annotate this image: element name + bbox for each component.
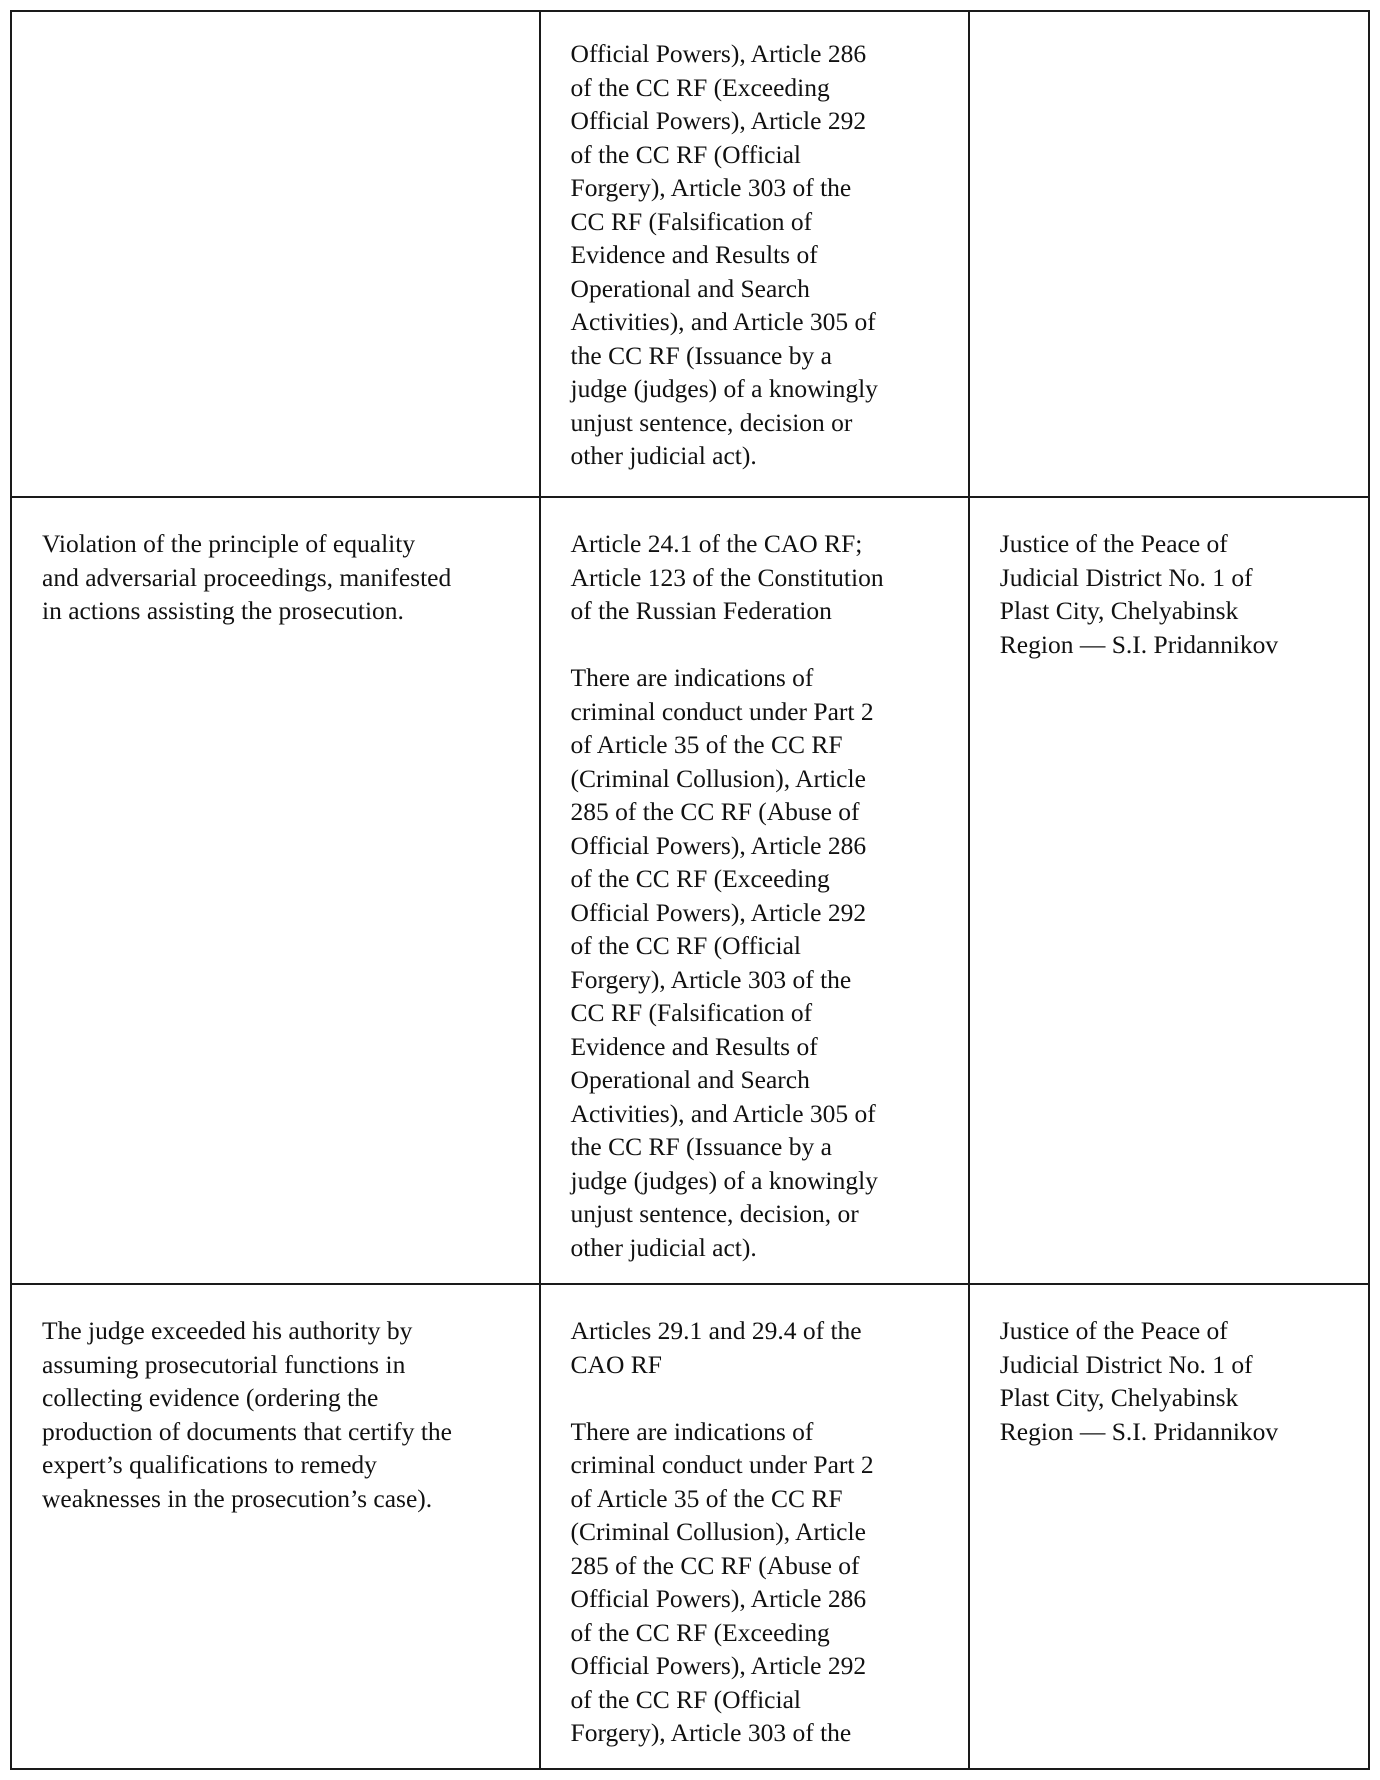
text-line: CC RF (Falsification of <box>570 998 813 1027</box>
violation-cell <box>11 1284 540 1769</box>
text-line: the CC RF (Issuance by a <box>570 1132 832 1161</box>
text-line: in actions assisting the prosecution. <box>42 596 404 625</box>
text-line: of the CC RF (Exceeding <box>570 1617 830 1647</box>
text-line: Activities), and Article 305 of <box>570 1098 876 1128</box>
table-row <box>11 497 1369 1284</box>
violation-cell <box>11 11 540 497</box>
text-line: of Article 35 of the CC RF <box>570 730 843 759</box>
text-line: (Criminal Collusion), Article <box>570 763 866 793</box>
cell-paragraph <box>42 527 509 628</box>
text-line: CAO RF <box>570 1349 662 1379</box>
text-line: Region — S.I. Pridannikov <box>999 629 1279 659</box>
violation-cell <box>11 497 540 1284</box>
text-line: Activities), and Article 305 of <box>570 307 876 336</box>
text-line: Official Powers), Article 286 <box>570 830 867 860</box>
text-line: Violation of the principle of equality <box>42 529 416 558</box>
legal-basis-cell <box>540 497 969 1284</box>
cell-paragraph <box>571 1314 938 1381</box>
cell-paragraph <box>571 37 938 473</box>
cell-paragraph <box>42 1314 509 1515</box>
text-line: CC RF (Falsification of <box>570 206 813 236</box>
table-row <box>11 11 1369 497</box>
text-line: and adversarial proceedings, manifested <box>42 562 452 592</box>
text-line: Operational and Search <box>570 273 810 303</box>
text-line: Articles 29.1 and 29.4 of the <box>570 1316 862 1345</box>
text-line: Operational and Search <box>570 1065 810 1094</box>
text-line: of the CC RF (Exceeding <box>570 864 830 893</box>
official-cell <box>969 1284 1369 1769</box>
text-line: (Criminal Collusion), Article <box>570 1517 866 1546</box>
text-line: Forgery), Article 303 of the <box>570 964 852 994</box>
text-line: Article 123 of the Constitution <box>570 562 884 592</box>
text-line: Forgery), Article 303 of the <box>570 1718 852 1747</box>
text-line: of the Russian Federation <box>570 596 832 625</box>
text-line: Plast City, Chelyabinsk <box>999 1383 1239 1412</box>
text-line: 285 of the CC RF (Abuse of <box>570 1550 860 1580</box>
legal-basis-cell <box>540 11 969 497</box>
text-line: of the CC RF (Official <box>570 139 801 169</box>
text-line: Judicial District No. 1 of <box>999 562 1253 592</box>
text-line: unjust sentence, decision, or <box>570 1199 859 1228</box>
text-line: other judicial act). <box>570 1232 757 1262</box>
text-line: of the CC RF (Exceeding <box>570 72 830 102</box>
text-line: Justice of the Peace of <box>999 529 1228 558</box>
text-line: of the CC RF (Official <box>570 931 801 960</box>
text-line: Justice of the Peace of <box>999 1316 1228 1345</box>
text-line: assuming prosecutorial functions in <box>42 1349 406 1379</box>
text-line: Forgery), Article 303 of the <box>570 173 852 202</box>
text-line: Official Powers), Article 292 <box>570 106 867 135</box>
text-line: collecting evidence (ordering the <box>42 1383 379 1412</box>
text-line: Article 24.1 of the CAO RF; <box>570 529 863 558</box>
text-line: Official Powers), Article 292 <box>570 897 867 927</box>
text-line: 285 of the CC RF (Abuse of <box>570 797 860 826</box>
official-cell <box>969 11 1369 497</box>
text-line: Evidence and Results of <box>570 240 818 269</box>
text-line: There are indications of <box>570 663 814 692</box>
cell-paragraph <box>571 1415 938 1750</box>
text-line: Official Powers), Article 286 <box>570 1584 867 1613</box>
cell-paragraph <box>571 661 938 1264</box>
text-line: The judge exceeded his authority by <box>42 1316 413 1345</box>
text-line: criminal conduct under Part 2 <box>570 1450 874 1479</box>
text-line: judge (judges) of a knowingly <box>570 1165 878 1195</box>
legal-basis-cell <box>540 1284 969 1769</box>
text-line: criminal conduct under Part 2 <box>570 696 874 726</box>
text-line: unjust sentence, decision or <box>570 407 853 437</box>
text-line: other judicial act). <box>570 441 757 470</box>
text-line: Evidence and Results of <box>570 1031 818 1061</box>
text-line: There are indications of <box>570 1416 814 1446</box>
cell-paragraph <box>571 527 938 628</box>
text-line: expert’s qualifications to remedy <box>42 1450 377 1479</box>
text-line: Official Powers), Article 286 <box>570 39 867 68</box>
table-row <box>11 1284 1369 1769</box>
text-line: Judicial District No. 1 of <box>999 1349 1253 1379</box>
table-body <box>11 11 1369 1769</box>
text-line: Plast City, Chelyabinsk <box>999 596 1239 625</box>
text-line: the CC RF (Issuance by a <box>570 340 832 370</box>
text-line: of the CC RF (Official <box>570 1684 801 1714</box>
official-cell <box>969 497 1369 1284</box>
cell-paragraph <box>1000 1314 1338 1448</box>
text-line: of Article 35 of the CC RF <box>570 1483 843 1513</box>
text-line: Region — S.I. Pridannikov <box>999 1416 1279 1446</box>
text-line: judge (judges) of a knowingly <box>570 374 878 403</box>
text-line: Official Powers), Article 292 <box>570 1651 867 1680</box>
text-line: production of documents that certify the <box>42 1416 453 1446</box>
text-line: weaknesses in the prosecution’s case). <box>42 1483 433 1513</box>
violations-table <box>10 10 1370 1770</box>
cell-paragraph <box>1000 527 1338 661</box>
